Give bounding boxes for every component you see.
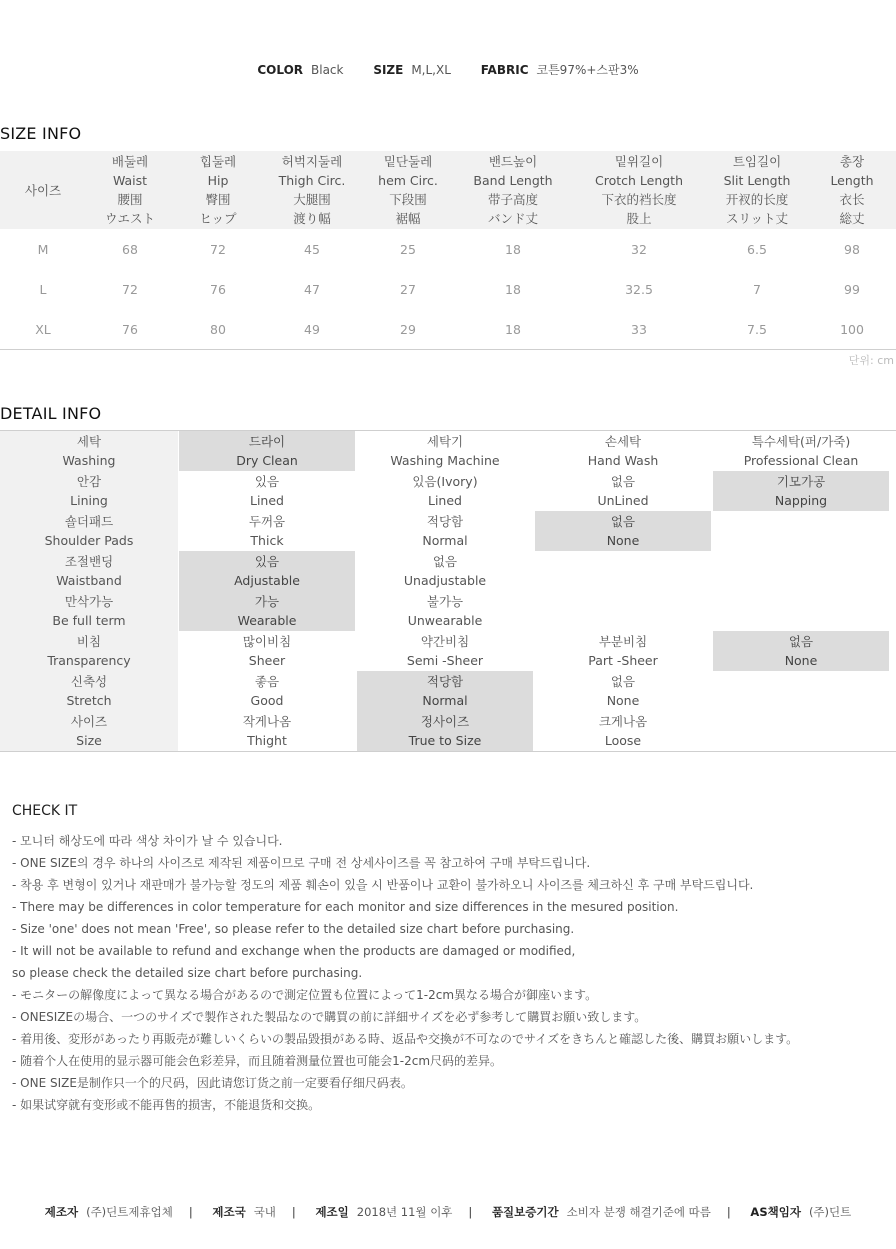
detail-label-line: 비침: [76, 634, 102, 649]
detail-option-text: Semi -Sheer: [406, 653, 484, 668]
col-header-line: 트임길이: [732, 154, 782, 169]
col-header-line: 衣长: [839, 192, 865, 207]
footer-country-key: 제조국: [212, 1205, 246, 1219]
detail-label-line: Stretch: [66, 693, 112, 708]
check-it-line: - 着用後、変形があったり再販売が難しいくらいの製品毀損がある時、返品や交換が不可なのでサイズをきちんと確認した後、購買お願いします。: [12, 1032, 799, 1046]
detail-option-text: 세탁기: [426, 434, 464, 449]
detail-row-label: [0, 471, 178, 511]
detail-option: [179, 671, 355, 711]
detail-option-text: 있음: [254, 474, 280, 489]
detail-label-line: Waistband: [56, 573, 122, 588]
detail-option-text: 없음: [610, 674, 636, 689]
spec-color-key: COLOR: [257, 63, 304, 77]
size-value: 25: [400, 241, 416, 257]
detail-option-text: 크게나옴: [598, 714, 648, 729]
size-table: [0, 151, 896, 350]
check-it-list: [12, 830, 892, 1116]
detail-label-line: 안감: [76, 474, 102, 489]
size-value: 33: [631, 321, 647, 337]
size-value: 29: [400, 321, 416, 337]
detail-option-text: Normal: [422, 693, 468, 708]
col-header-length: [808, 151, 896, 229]
spec-color-value: Black: [311, 63, 344, 77]
detail-option: [713, 511, 889, 551]
detail-option-text: 손세탁: [604, 434, 642, 449]
detail-table: [0, 430, 896, 752]
detail-row: [0, 551, 896, 591]
size-value: 72: [210, 241, 226, 257]
detail-option-selected: [535, 511, 711, 551]
manufacturer-info: [0, 1204, 896, 1220]
size-row-xl: [0, 309, 896, 349]
detail-option-selected: [357, 671, 533, 711]
col-header-line: Band Length: [473, 173, 553, 188]
check-it-line: - ONESIZEの場合、一つのサイズで製作された製品なので購買の前に詳細サイズを必ず参考して購買お願い致します。: [12, 1010, 647, 1024]
detail-option: [357, 631, 533, 671]
detail-option: [535, 591, 711, 631]
detail-row: [0, 631, 896, 671]
detail-option: [535, 671, 711, 711]
detail-option-text: Normal: [422, 533, 468, 548]
size-value: 7: [753, 281, 761, 297]
detail-option-text: 불가능: [426, 594, 464, 609]
detail-row-label: [0, 511, 178, 551]
detail-option-text: 가능: [254, 594, 280, 609]
col-header-line: 배둘레: [111, 154, 149, 169]
detail-label-line: 사이즈: [70, 714, 108, 729]
detail-option-selected: [179, 551, 355, 591]
size-value: 76: [122, 321, 138, 337]
col-header-thigh: [262, 151, 362, 229]
detail-label-line: Washing: [62, 453, 116, 468]
col-header-line: ウエスト: [104, 211, 155, 226]
check-it-line: - ONE SIZE의 경우 하나의 사이즈로 제작된 제품이므로 구매 전 상세사이즈를 꼭 참고하여 구매 부탁드립니다.: [12, 856, 591, 870]
detail-option-selected: [179, 591, 355, 631]
detail-option-text: 없음: [610, 514, 636, 529]
col-header-line: 総丈: [839, 211, 865, 226]
detail-option-text: Part -Sheer: [588, 653, 658, 668]
detail-option-text: 작게나옴: [242, 714, 292, 729]
size-name: L: [39, 281, 47, 297]
col-header-line: 裾幅: [395, 211, 421, 226]
size-table-divider: [0, 349, 896, 350]
check-it-line: - 如果试穿就有变形或不能再售的损害，不能退货和交换。: [12, 1098, 321, 1112]
check-it-line: - モニターの解像度によって異なる場合があるので測定位置も位置によって1-2cm異なる場合が御座います。: [12, 988, 598, 1002]
detail-option-text: 부분비침: [598, 634, 648, 649]
spec-fabric-value: 코튼97%+스판3%: [536, 63, 639, 77]
detail-option-text: 없음: [432, 554, 458, 569]
size-value: 72: [122, 281, 138, 297]
detail-option: [179, 511, 355, 551]
detail-option-text: UnLined: [597, 493, 649, 508]
footer-separator: |: [188, 1205, 193, 1219]
col-header-line: 힙둘레: [199, 154, 237, 169]
detail-label-line: 조절밴딩: [64, 554, 114, 569]
footer-separator: |: [468, 1205, 473, 1219]
size-info-title: SIZE INFO: [0, 124, 82, 143]
footer-date-key: 제조일: [315, 1205, 349, 1219]
col-header-line: 밑단둘레: [383, 154, 433, 169]
size-value: 99: [844, 281, 860, 297]
spec-size-value: M,L,XL: [411, 63, 451, 77]
col-header-line: 下段围: [389, 192, 427, 207]
detail-label-line: Shoulder Pads: [44, 533, 134, 548]
detail-label-line: Lining: [70, 493, 108, 508]
col-header-line: 밑위길이: [614, 154, 664, 169]
detail-option: [535, 431, 711, 471]
detail-option-text: Hand Wash: [587, 453, 659, 468]
col-header-line: バンド丈: [487, 211, 538, 226]
col-header-waist: [86, 151, 174, 229]
detail-label-line: Transparency: [47, 653, 131, 668]
detail-option-text: 적당함: [426, 674, 464, 689]
size-value: 68: [122, 241, 138, 257]
detail-option: [357, 471, 533, 511]
detail-option-text: 적당함: [426, 514, 464, 529]
size-value: 6.5: [747, 241, 767, 257]
check-it-line: - ONE SIZE是制作只一个的尺码，因此请您订货之前一定要看仔细尺码表。: [12, 1076, 413, 1090]
detail-option-text: Loose: [604, 733, 642, 748]
detail-option: [535, 551, 711, 591]
footer-warranty-value: 소비자 분쟁 해결기준에 따름: [566, 1205, 711, 1219]
col-header-line: 下衣的裆长度: [601, 192, 677, 207]
detail-label-line: Size: [76, 733, 102, 748]
detail-option: [357, 511, 533, 551]
detail-option-text: Thight: [247, 733, 287, 748]
detail-option-text: Washing Machine: [390, 453, 500, 468]
detail-row: [0, 471, 896, 511]
footer-warranty-key: 품질보증기간: [491, 1205, 559, 1219]
detail-row-label: [0, 631, 178, 671]
detail-option-text: Adjustable: [234, 573, 300, 588]
check-it-line: - 착용 후 변형이 있거나 재판매가 불가능할 정도의 제품 훼손이 있을 시 반품이나 교환이 불가하오니 사이즈를 체크하신 후 구매 부탁드립니다.: [12, 878, 754, 892]
size-name: XL: [35, 321, 51, 337]
detail-option: [713, 711, 889, 751]
size-value: 49: [304, 321, 320, 337]
col-header-line: Length: [830, 173, 874, 188]
col-header-hem: [362, 151, 454, 229]
detail-row-label: [0, 671, 178, 711]
detail-option-text: Sheer: [248, 653, 286, 668]
detail-option: [357, 431, 533, 471]
detail-option: [713, 591, 889, 631]
footer-date-value: 2018년 11월 이후: [356, 1205, 453, 1219]
col-header-hip: [174, 151, 262, 229]
check-it-line: - Size 'one' does not mean 'Free', so please refer to the detailed size chart before purchasing.: [12, 922, 575, 936]
col-header-band: [454, 151, 572, 229]
detail-option-text: 특수세탁(퍼/가죽): [751, 434, 851, 449]
check-it-line: - It will not be available to refund and exchange when the products are damaged or modified,: [12, 944, 576, 958]
detail-row: [0, 671, 896, 711]
detail-row: [0, 511, 896, 551]
size-value: 80: [210, 321, 226, 337]
size-value: 18: [505, 281, 521, 297]
detail-label-line: 신축성: [70, 674, 108, 689]
size-value: 32.5: [625, 281, 653, 297]
size-value: 7.5: [747, 321, 767, 337]
detail-option: [535, 711, 711, 751]
detail-option: [357, 551, 533, 591]
size-value: 32: [631, 241, 647, 257]
footer-country-value: 국내: [253, 1205, 276, 1219]
detail-row: [0, 431, 896, 471]
detail-option-text: Wearable: [237, 613, 297, 628]
footer-manufacturer-key: 제조자: [44, 1205, 79, 1219]
col-header-line: 腰围: [117, 192, 143, 207]
detail-option-text: 정사이즈: [420, 714, 470, 729]
check-it-title: CHECK IT: [12, 803, 78, 819]
detail-option-selected: [713, 631, 889, 671]
detail-option-text: 좋음: [254, 674, 280, 689]
spec-fabric-key: FABRIC: [480, 63, 529, 77]
size-name: M: [37, 241, 49, 257]
detail-option-selected: [179, 431, 355, 471]
detail-label-line: 만삭가능: [64, 594, 114, 609]
detail-option-text: 약간비침: [420, 634, 470, 649]
check-it-line: - 随着个人在使用的显示器可能会色彩差异，而且随着测量位置也可能会1-2cm尺码的差异。: [12, 1054, 503, 1068]
detail-option-selected: [713, 471, 889, 511]
detail-row: [0, 711, 896, 751]
footer-separator: |: [726, 1205, 731, 1219]
footer-separator: |: [291, 1205, 296, 1219]
detail-option: [357, 591, 533, 631]
check-it-line: - 모니터 해상도에 따라 색상 차이가 날 수 있습니다.: [12, 834, 283, 848]
col-header-line: 허벅지둘레: [281, 154, 343, 169]
detail-option: [179, 631, 355, 671]
size-unit-note: 단위: cm: [848, 354, 894, 367]
detail-row-label: [0, 711, 178, 751]
col-header-line: ヒップ: [199, 211, 237, 226]
col-header-line: Hip: [207, 173, 229, 188]
col-header-crotch: [572, 151, 706, 229]
detail-label-line: Be full term: [52, 613, 126, 628]
size-row-l: [0, 269, 896, 309]
size-value: 18: [505, 241, 521, 257]
check-it-line: so please check the detailed size chart before purchasing.: [12, 966, 363, 980]
size-value: 100: [840, 321, 864, 337]
size-table-header: [0, 151, 896, 229]
detail-label-line: 숄더패드: [64, 514, 114, 529]
size-value: 98: [844, 241, 860, 257]
product-spec-line: [0, 61, 896, 78]
detail-option-text: Unwearable: [407, 613, 483, 628]
detail-option-text: 두꺼움: [248, 514, 286, 529]
size-value: 47: [304, 281, 320, 297]
col-header-line: スリット丈: [725, 211, 788, 226]
col-header-line: 开衩的长度: [725, 192, 789, 207]
size-row-m: [0, 229, 896, 269]
footer-as-value: (주)딘트: [808, 1205, 852, 1219]
footer-manufacturer-value: (주)딘트제휴업체: [86, 1205, 173, 1219]
check-it-line: - There may be differences in color temperature for each monitor and size differences in the mesured position.: [12, 900, 679, 914]
size-value: 76: [210, 281, 226, 297]
detail-option-text: None: [606, 533, 640, 548]
detail-option-text: Napping: [774, 493, 828, 508]
detail-option: [535, 631, 711, 671]
detail-option-text: 기모가공: [776, 474, 826, 489]
col-header-line: Crotch Length: [594, 173, 684, 188]
size-value: 27: [400, 281, 416, 297]
col-header-line: 밴드높이: [488, 154, 538, 169]
detail-info-title: DETAIL INFO: [0, 404, 102, 423]
detail-option-text: True to Size: [408, 733, 482, 748]
detail-row-label: [0, 551, 178, 591]
detail-option-text: 많이비침: [242, 634, 292, 649]
detail-option-text: Lined: [250, 493, 284, 508]
detail-option-text: Thick: [250, 533, 284, 548]
detail-label-line: 세탁: [76, 434, 102, 449]
col-header-line: Thigh Circ.: [278, 173, 346, 188]
detail-option: [713, 671, 889, 711]
size-label-header: 사이즈: [24, 183, 62, 198]
detail-option-text: 드라이: [248, 434, 286, 449]
detail-option-text: 없음: [610, 474, 636, 489]
col-header-line: 股上: [626, 211, 652, 226]
detail-option-text: Unadjustable: [403, 573, 487, 588]
detail-option-text: Lined: [428, 493, 462, 508]
detail-option: [713, 551, 889, 591]
detail-row-label: [0, 591, 178, 631]
detail-option: [179, 471, 355, 511]
col-header-line: 臀围: [205, 192, 231, 207]
footer-as-key: AS책임자: [750, 1205, 801, 1219]
detail-row-label: [0, 431, 178, 471]
col-header-line: hem Circ.: [378, 173, 438, 188]
detail-option-text: 없음: [788, 634, 814, 649]
detail-option-text: Good: [250, 693, 284, 708]
detail-option-selected: [357, 711, 533, 751]
detail-option-text: 있음: [254, 554, 280, 569]
col-header-line: Slit Length: [723, 173, 791, 188]
detail-option-text: 있음(Ivory): [412, 474, 478, 489]
col-header-slit: [706, 151, 808, 229]
size-value: 45: [304, 241, 320, 257]
detail-option: [535, 471, 711, 511]
detail-option: [713, 431, 889, 471]
col-header-line: 총장: [839, 154, 865, 169]
detail-option-text: Professional Clean: [743, 453, 859, 468]
detail-option-text: Dry Clean: [236, 453, 298, 468]
spec-size-key: SIZE: [373, 63, 404, 77]
col-header-line: 带子高度: [487, 192, 538, 207]
detail-row: [0, 591, 896, 631]
detail-option-text: None: [606, 693, 640, 708]
detail-option: [179, 711, 355, 751]
col-header-line: 渡り幅: [293, 211, 331, 226]
detail-option-text: None: [784, 653, 818, 668]
col-header-line: 大腿围: [293, 192, 331, 207]
col-header-line: Waist: [112, 173, 148, 188]
size-value: 18: [505, 321, 521, 337]
